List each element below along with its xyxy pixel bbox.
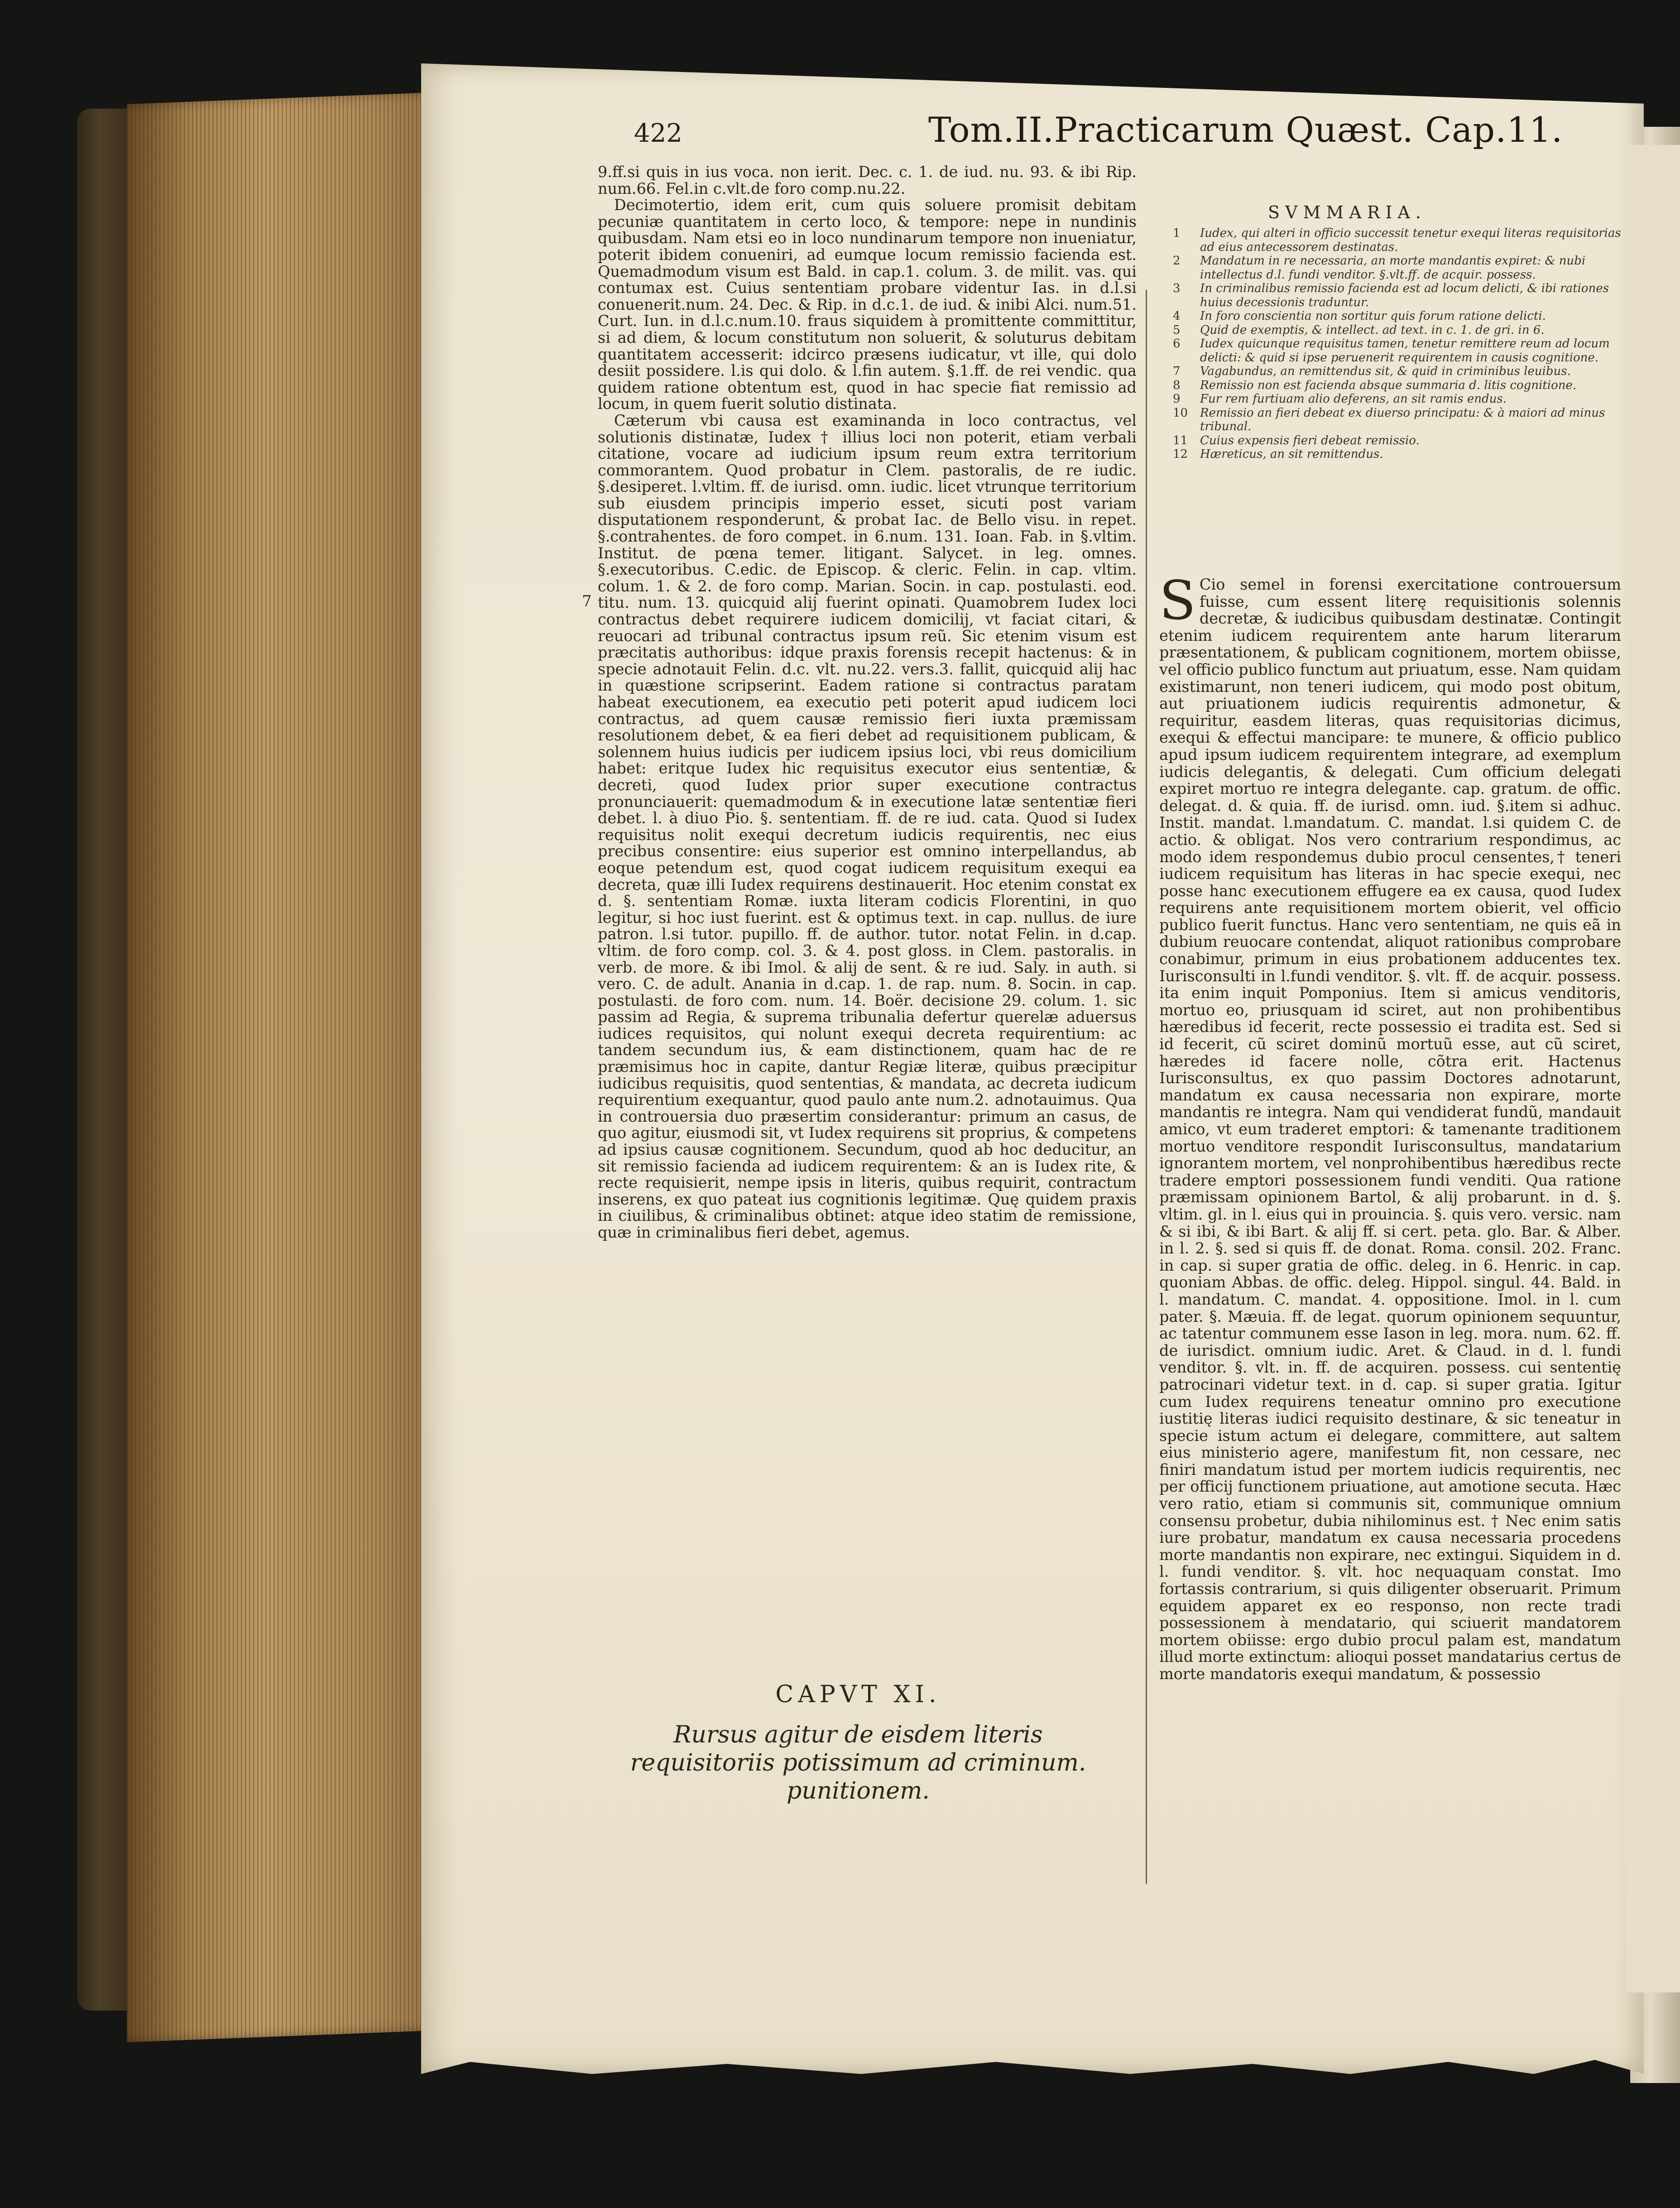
summary-item-number: 9 xyxy=(1173,392,1181,406)
summary-item-number: 8 xyxy=(1173,378,1181,392)
left-paragraph-2: Decimotertio, idem erit, cum quis soluere promisit debitam pecuniæ quantitatem in certo loco, & tempore: nepe in nundinis quibusdam. Nam etsi eo in loco nundinarum tempore non inueniatur, poterit ibidem conueniri, ad eumque locum remissio facienda est. Quemadmodum visum est Bald. in cap.1. colum. 3. de milit. vas. qui contumax est. Cuius sententiam probare videntur Ias. in d.l.si conuenerit.num. 24. Dec. & Rip. in d.c.1. de iud. & inibi Alci. num.51. Curt. Iun. in d.l.c.num.10. fraus siquidem à promittente committitur, si ad diem, & locum constitutum non soluerit, & soluturus debitam quantitatem accesserit: idcirco præsens iudicatur, vt ille, qui dolo desiit possidere. l.is qui dolo. & l.fin autem. §.1.ff. de rei vendic. qua quidem ratione obtentum est, quod in hac specie fiat remissio ad locum, in quem fuerit solutio distinata. xyxy=(598,196,1137,413)
summary-item-text: Cuius expensis fieri debeat remissio. xyxy=(1200,433,1420,447)
left-paragraph-1: 9.ff.si quis in ius voca. non ierit. Dec. c. 1. de iud. nu. 93. & ibi Rip. num.66. Fel.in c.vlt.de foro comp.nu.22. xyxy=(598,163,1137,197)
summary-heading: SVMMARIA. xyxy=(1268,202,1426,222)
summary-list xyxy=(1173,226,1626,461)
summary-item-number: 1 xyxy=(1173,226,1181,240)
summary-item xyxy=(1173,447,1626,461)
summary-item xyxy=(1173,434,1626,448)
left-paragraph-3: Cæterum vbi causa est examinanda in loco contractus, vel solutionis distinatæ, Iudex † illius loci non poterit, etiam verbali citatione, vocare ad iudicium ipsum reum extra territorium commorantem. Quod probatur in Clem. pastoralis, de re iudic. §.desiperet. l.vltim. ff. de iurisd. omn. iudic. licet vtrunque territorium sub eiusdem principis imperio esset, sicuti post variam disputationem responderunt, & probat Iac. de Bello visu. in repet. §.contrahentes. de foro compet. in 6.num. 131. Ioan. Fab. in §.vltim. Institut. de pœna temer. litigant. Salycet. in leg. omnes. §.executoribus. C.edic. de Episcop. & cleric. Felin. in cap. vltim. colum. 1. & 2. de foro comp. Marian. Socin. in cap. postulasti. eod. titu. num. 13. quicquid alij fuerint opinati. Quamobrem Iudex loci contractus debet requirere iudicem domicilij, vt faciat citari, & reuocari ad tribunal contractus ipsum reũ. Sic etenim visum est præcitatis authoribus: idque praxis forensis recepit hactenus: & in specie adnotauit Felin. d.c. vlt. nu.22. vers.3. fallit, quicquid alij hac in quæstione scripserint. Eadem ratione si contractus paratam habeat executionem, ea executio peti poterit apud iudicem loci contractus, ad quem causæ remissio fieri iuxta præmissam resolutionem debet, & ea fieri debet ad requisitionem publicam, & solennem huius iudicis per iudicem ipsius loci, vbi reus domicilium habet: eritque Iudex hic requisitus executor eius sententiæ, & decreti, quod Iudex prior super executione contractus pronunciauerit: quemadmodum & in executione latæ sententiæ fieri debet. l. à diuo Pio. §. sententiam. ff. de re iud. cata. Quod si Iudex requisitus nolit exequi decretum iudicis requirentis, nec eius precibus consentire: eius superior est omnino interpellandus, ab eoque petendum est, quod cogat iudicem requisitum exequi ea decreta, quæ illi Iudex requirens destinauerit. Hoc etenim constat ex d. §. sententiam Romæ. iuxta literam codicis Florentini, in quo legitur, si hoc iust fuerint. est & optimus text. in cap. nullus. de iure patron. l.si tutor. pupillo. ff. de author. tutor. notat Felin. in d.cap. vltim. de foro comp. col. 3. & 4. post gloss. in Clem. pastoralis. in verb. de more. & ibi Imol. & alij de sent. & re iud. Saly. in auth. si vero. C. de adult. Anania in d.cap. 1. de rap. num. 8. Socin. in cap. postulasti. de foro com. num. 14. Boër. decisione 29. colum. 1. sic passim ad Regia, & suprema tribunalia defertur querelæ aduersus iudices requisitos, qui nolunt exequi decreta requirentium: ac tandem secundum ius, & eam distinctionem, quam hac de re præmisimus hoc in capite, dantur Regiæ literæ, quibus præcipitur iudicibus requisitis, quod sententias, & mandata, ac decreta iudicum requirentium exequantur, quod paulo ante num.2. adnotauimus. Qua in controuersia duo præsertim considerantur: primum an casus, de quo agitur, eiusmodi sit, vt Iudex requirens sit proprius, & competens ad ipsius causæ cognitionem. Secundum, quod ab hoc deducitur, an sit remissio facienda ad iudicem requirentem: & an is Iudex rite, & recte requisierit, nempe ipsis in literis, quibus requirit, contractum inserens, ex quo pateat ius cognitionis legitimæ. Quę quidem praxis in ciuilibus, & criminalibus obtinet: atque ideo statim de remissione, quæ in criminalibus fieri debet, agemus. xyxy=(598,411,1137,1241)
margin-number: 7 xyxy=(582,592,592,610)
right-paragraph: Cio semel in forensi exercitatione controuersum fuisse, cum essent literę requisitionis solennis decretæ, & iudicibus quibusdam destinatæ. Contingit etenim iudicem requirentem ante harum literarum præsentationem, & publicam cognitionem, mortem obiisse, vel officio publico functum aut priuatum, esse. Nam quidam existimarunt, non teneri iudicem, qui modo post obitum, aut priuationem iudicis requirentis admonetur, & requiritur, easdem literas, quas requisitorias dicimus, exequi & effectui mancipare: te munere, & officio publico apud ipsum iudicem requirentem integrare, ad exemplum iudicis delegantis, & delegati. Cum officium delegati expiret mortuo re integra delegante. cap. gratum. de offic. delegat. d. & quia. ff. de iurisd. omn. iud. §.item si adhuc. Instit. mandat. l.mandatum. C. mandat. l.si quidem C. de actio. & obligat. Nos vero contrarium respondimus, ac modo idem respondemus dubio procul censentes,† teneri iudicem requisitum has literas in hac specie exequi, nec posse hanc executionem effugere ea ex causa, quod Iudex requirens ante requisitionem mortem obierit, vel officio publico fuerit functus. Hanc vero sententiam, ne quis eã in dubium reuocare contendat, aliquot rationibus comprobare conabimur, primum in eius probationem adducentes tex. Iurisconsulti in l.fundi venditor. §. vlt. ff. de acquir. possess. ita enim inquit Pomponius. Item si amicus venditoris, mortuo eo, priusquam id sciret, aut non prohibentibus hæredibus id fecerit, recte possessio ei tradita est. Sed si id fecerit, cũ sciret dominũ mortuũ esse, aut cũ sciret, hæredes id facere nolle, cõtra erit. Hactenus Iurisconsultus, ex quo passim Doctores adnotarunt, mandatum ex causa necessaria non expirare, morte mandantis re integra. Nam qui vendiderat fundũ, mandauit amico, vt eum traderet emptori: & tamenante traditionem mortuo venditore respondit Iurisconsultus, mandatarium ignorantem mortem, vel nonprohibentibus hæredibus recte tradere emptori possessionem fundi venditi. Qua ratione præmissam opinionem Bartol, & alij probarunt. in d. §. vltim. gl. in l. eius qui in prouincia. §. quis vero. versic. nam & si ibi, & ibi Bart. & alij ff. si cert. peta. glo. Bar. & Alber. in l. 2. §. sed si quis ff. de donat. Roma. consil. 202. Franc. in cap. si super gratia de offic. deleg. in 6. Henric. in cap. quoniam Abbas. de offic. deleg. Hippol. singul. 44. Bald. in l. mandatum. C. mandat. 4. oppositione. Imol. in l. cum pater. §. Mæuia. ff. de legat. quorum opinionem sequuntur, ac tatentur communem esse Iason in leg. mora. num. 62. ff. de iurisdict. omnium iudic. Aret. & Claud. in d. l. fundi venditor. §. vlt. in. ff. de acquiren. possess. cui sententię patrocinari videtur text. in d. cap. si super gratia. Igitur cum Iudex requirens teneatur omnino pro executione iustitię literas iudici requisito destinare, & sic teneatur in specie istum actum ei delegare, committere, aut saltem eius ministerio agere, manifestum fit, non cessare, nec finiri mandatum istud per mortem iudicis requirentis, nec per officij functionem priuatione, aut amotione secuta. Hæc vero ratio, etiam si communis sit, communique omnium consensu probetur, dubia nihilominus est. † Nec enim satis iure probatur, mandatum ex causa necessaria procedens morte mandantis non expirare, nec extingui. Siquidem in d. l. fundi venditor. §. vlt. hoc nequaquam constat. Imo fortassis contrarium, si quis diligenter obseruarit. Primum equidem apparet ex eo responso, non recte tradi possessionem à mendatario, qui sciuerit mandatorem mortem obiisse: ergo dubio procul palam est, mandatum illud morte extinctum: alioqui posset mandatarius certus de morte mandatoris exequi mandatum, & possessio xyxy=(1159,576,1621,1683)
summary-item xyxy=(1173,309,1626,323)
summary-item-text: Remissio non est facienda absque summaria d. litis cognitione. xyxy=(1200,378,1577,392)
summary-item-number: 6 xyxy=(1173,337,1181,350)
page-number: 422 xyxy=(634,119,682,148)
summary-item-number: 3 xyxy=(1173,282,1181,295)
summary-item-text: In foro conscientia non sortitur quis forum ratione delicti. xyxy=(1200,309,1546,323)
facing-page-strip xyxy=(1626,145,1680,1992)
summary-item xyxy=(1173,254,1626,282)
summary-item-number: 7 xyxy=(1173,365,1181,378)
summary-item-text: Quid de exemptis, & intellect. ad text. in c. 1. de gri. in 6. xyxy=(1200,323,1545,337)
summary-item-text: In criminalibus remissio facienda est ad locum delicti, & ibi rationes huius decessionis traduntur. xyxy=(1200,282,1609,309)
summary-item-number: 12 xyxy=(1173,447,1188,461)
page-block-edge xyxy=(127,91,471,2042)
summary-item xyxy=(1173,379,1626,393)
summary-item-text: Remissio an fieri debeat ex diuerso principatu: & à maiori ad minus tribunal. xyxy=(1200,406,1605,433)
summary-item xyxy=(1173,337,1626,365)
left-column xyxy=(598,164,1137,1241)
summary-item-number: 4 xyxy=(1173,309,1181,323)
summary-item-number: 2 xyxy=(1173,254,1181,268)
right-column xyxy=(1159,569,1621,1683)
summary-item xyxy=(1173,282,1626,309)
summary-item-number: 5 xyxy=(1173,323,1181,337)
summary-item-text: Iudex quicunque requisitus tamen, tenetur remittere reum ad locum delicti: & quid si ipse peruenerit requirentem in causis cognitione. xyxy=(1200,337,1610,365)
summary-item-number: 10 xyxy=(1173,406,1188,420)
drop-cap: S xyxy=(1159,569,1196,632)
summary-item-text: Mandatum in re necessaria, an morte mandantis expiret: & nubi intellectus d.l. fundi venditor. §.vlt.ff. de acquir. possess. xyxy=(1200,254,1586,282)
column-divider xyxy=(1146,290,1147,1884)
summary-item-text: Iudex, qui alteri in officio successit tenetur exequi literas requisitorias ad eius antecessorem destinatas. xyxy=(1200,226,1621,254)
chapter-heading: CAPVT XI. xyxy=(775,1681,941,1708)
chapter-title: Rursus agitur de eisdem literis requisitoriis potissimum ad criminum. punitionem. xyxy=(630,1721,1086,1805)
summary-item xyxy=(1173,365,1626,379)
summary-item-text: Hæreticus, an sit remittendus. xyxy=(1200,447,1383,461)
book-spine xyxy=(77,109,131,2011)
summary-item-text: Fur rem furtiuam alio deferens, an sit ramis endus. xyxy=(1200,392,1507,406)
summary-item xyxy=(1173,392,1626,406)
summary-item xyxy=(1173,323,1626,337)
summary-item xyxy=(1173,226,1626,254)
summary-item xyxy=(1173,406,1626,434)
summary-item-text: Vagabundus, an remittendus sit, & quid in criminibus leuibus. xyxy=(1200,365,1571,378)
running-title: Tom.II.Practicarum Quæst. Cap.11. xyxy=(928,110,1563,150)
summary-item-number: 11 xyxy=(1173,433,1188,447)
